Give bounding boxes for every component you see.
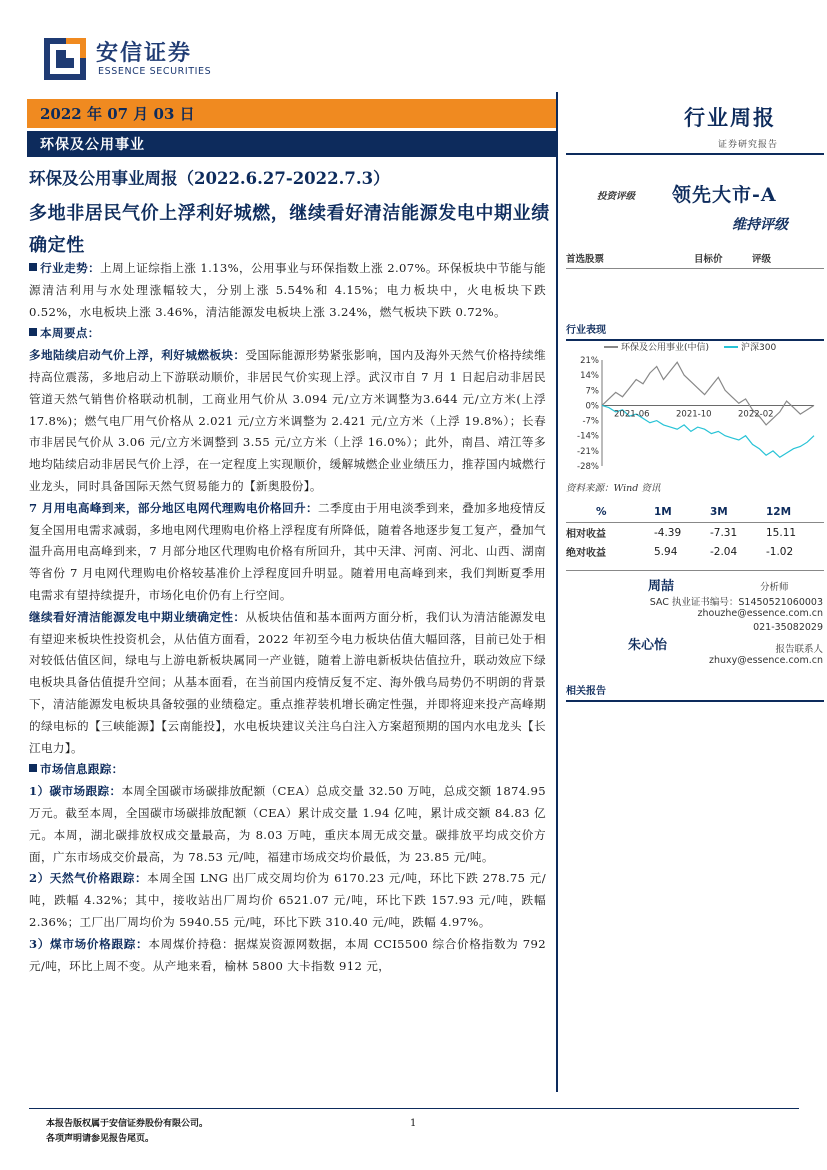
y-tick-label: -21%: [577, 446, 599, 457]
y-tick-label: 14%: [580, 371, 599, 382]
divider: [566, 153, 824, 155]
industry-performance-title: 行业表现: [566, 321, 824, 341]
analyst-phone: 021-35082029: [753, 622, 823, 633]
report-date: 2022 年 07 月 03 日: [40, 105, 195, 123]
logo-text-cn: 安信证券: [96, 41, 193, 66]
x-tick-label: 2021-06: [614, 409, 650, 420]
bullet-square-icon: [29, 328, 37, 336]
analyst-role: 分析师: [760, 582, 789, 593]
analyst-license: SAC 执业证书编号：S1450521060003: [649, 597, 823, 608]
x-tick-label: 2022-02: [738, 409, 774, 420]
y-tick-label: -28%: [577, 462, 599, 472]
y-tick-label: -14%: [577, 431, 599, 442]
section-heading: 市场信息跟踪：: [29, 759, 546, 781]
report-subtype: 证券研究报告: [718, 140, 779, 150]
bullet-square-icon: [29, 263, 37, 271]
page-number: 1: [410, 1118, 417, 1129]
paragraph-carbon: 1）碳市场跟踪：本周全国碳市场碳排放配额（CEA）总成交量 32.50 万吨，总成交额 1874.95 万元。截至本周，全国碳市场碳排放配额（CEA）累计成交量 1.94 亿吨，累计成交额 84.83 亿元。本周，湖北碳排放权成交量最高，为 8.03 万吨，重庆本周无成交量。碳排放平均成交价方面，广东市场成交价最高，为 78.53 元/吨，福建市场成交均价最低，为 23.85 元/吨。: [29, 784, 546, 864]
y-tick-label: 21%: [580, 356, 599, 366]
paragraph-gas-price: 多地陆续启动气价上浮，利好城燃板块：受国际能源形势紧张影响，国内及海外天然气价格持续维持高位震荡，多地启动上下游联动顺价，非居民气价实现上浮。武汉市自 7 月 1 日起启动非居民管道天然气销售价格联动机制，工商业用气价从 3.094 元/立方米调整为3.644 元/立方米(上浮 17.8%)；燃气电厂用气价格从 2.021 元/立方米调整为 2.421 元/立方米（上浮 19.8%）；长春市非居民气价从 3.06 元/立方米调整到 3.55 元/立方米（上浮 16.0%）；此外，南昌、靖江等多地均陆续启动非居民气价上浮，在一定程度上实现顺价，缓解城燃企业业绩压力，推荐国内城燃行业龙头，同时具备国际天然气贸易能力的【新奥股份】。: [29, 348, 546, 493]
y-tick-label: -7%: [582, 416, 599, 427]
table-header-row: % 1M 3M 12M: [566, 504, 824, 523]
contact-name: 朱心怡: [628, 638, 668, 653]
report-type: 行业周报: [684, 105, 776, 130]
footer-divider: [29, 1108, 799, 1109]
legend-label: 沪深300: [741, 343, 777, 353]
paragraph-clean-energy: 继续看好清洁能源发电中期业绩确定性：从板块估值和基本面两方面分析，我们认为清洁能源发电有望迎来板块性投资机会，从估值方面看，2022 年初至今电力板块估值大幅回落，目前已处于相对较低估值区间，绿电与上游电新板块属同一产业链，随着上游电新板块估值拉升，联动效应下绿电板块具备估值提升空间；从基本面看，在当前国内疫情反复不定、海外俄乌局势仍不明朗的背景下，清洁能源发电板块具备较强的业绩稳定。重点推荐装机增长确定性强，并即将迎来投产高峰期的绿电标的【三峡能源】【云南能投】，水电板块建议关注乌白注入方案超预期的国内水电龙头【长江电力】。: [29, 609, 546, 755]
data-source: 资料来源：Wind 资讯: [566, 483, 661, 494]
y-tick-label: 7%: [585, 386, 599, 397]
y-tick-label: 0%: [585, 401, 599, 412]
footer-disclaimer: 各项声明请参见报告尾页。: [46, 1134, 155, 1144]
table-row: 绝对收益 5.94 -2.04 -1.02: [566, 545, 794, 559]
analyst-email[interactable]: zhouzhe@essence.com.cn: [697, 608, 823, 619]
report-headline: 多地非居民气价上浮利好城燃，继续看好清洁能源发电中期业绩确定性: [29, 203, 550, 256]
rating-label: 投资评级: [597, 191, 636, 202]
related-reports-title: 相关报告: [566, 682, 824, 702]
paragraph-power: 7 月用电高峰到来，部分地区电网代理购电价格回升：二季度由于用电淡季到来，叠加多地疫情反复全国用电需求减弱，多地电网代理购电价格上浮程度有所降低，随着各地逐步复工复产，叠加气温升高用电高峰到来，7 月部分地区代理购电价格有所回升，其中天津、河南、河北、山西、湖南等省份 7 月电网代理购电价格较基准价上浮程度回升明显。随着用电高峰到来，我们判断夏季用电需求有望持续提升，市场化电价仍有上行空间。: [29, 500, 546, 602]
footer-copyright: 本报告版权属于安信证券股份有限公司。: [46, 1119, 209, 1129]
contact-email[interactable]: zhuxy@essence.com.cn: [708, 655, 823, 666]
table-row: 相对收益 -4.39 -7.31 15.11: [566, 526, 797, 540]
paragraph-trend: 行业走势：上周上证综指上涨 1.13%，公用事业与环保指数上涨 2.07%。环保板块中节能与能源清洁利用与水处理涨幅较大，分别上涨 5.54%和 4.15%；电力板块中，火电板块下跌 0.52%，水电板块上涨 3.46%，清洁能源发电板块上涨 3.24%，燃气板块下跌 0.72%。: [29, 261, 546, 319]
paragraph-lng: 2）天然气价格跟踪：本周全国 LNG 出厂成交周均价为 6170.23 元/吨，环比下跌 278.75 元/吨，跌幅 4.32%；其中，接收站出厂周均价 6521.07 元/吨，环比下跌 157.93 元/吨，跌幅 2.36%；工厂出厂周均价为 5940.55 元/吨，环比下跌 310.40 元/吨，跌幅 4.97%。: [29, 871, 546, 929]
x-tick-label: 2021-10: [676, 409, 712, 420]
performance-table: [566, 504, 824, 561]
report-category: 环保及公用事业: [40, 137, 145, 153]
section-heading: 本周要点：: [29, 323, 546, 345]
essence-logo-icon: [44, 38, 86, 80]
column-divider: [556, 92, 558, 1092]
contact-role: 报告联系人: [775, 644, 823, 655]
legend-label: 环保及公用事业(中信): [621, 343, 710, 353]
divider: [566, 570, 824, 571]
rating-value: 领先大市-A: [672, 184, 777, 206]
logo-text-en: ESSENCE SECURITIES: [98, 66, 212, 77]
rating-maintain: 维持评级: [732, 217, 788, 233]
bullet-square-icon: [29, 764, 37, 772]
report-title: 环保及公用事业周报（2022.6.27-2022.7.3）: [29, 169, 390, 188]
report-body: [29, 258, 546, 977]
paragraph-coal: 3）煤市场价格跟踪：本周煤价持稳：据煤炭资源网数据，本周 CCI5500 综合价格指数为 792 元/吨，环比上周不变。从产地来看，榆林 5800 大卡指数 912 元，: [29, 936, 546, 973]
analyst-name: 周喆: [648, 579, 675, 594]
top-picks-header: 首选股票 目标价 评级: [566, 251, 824, 269]
industry-performance-chart: [566, 338, 824, 474]
